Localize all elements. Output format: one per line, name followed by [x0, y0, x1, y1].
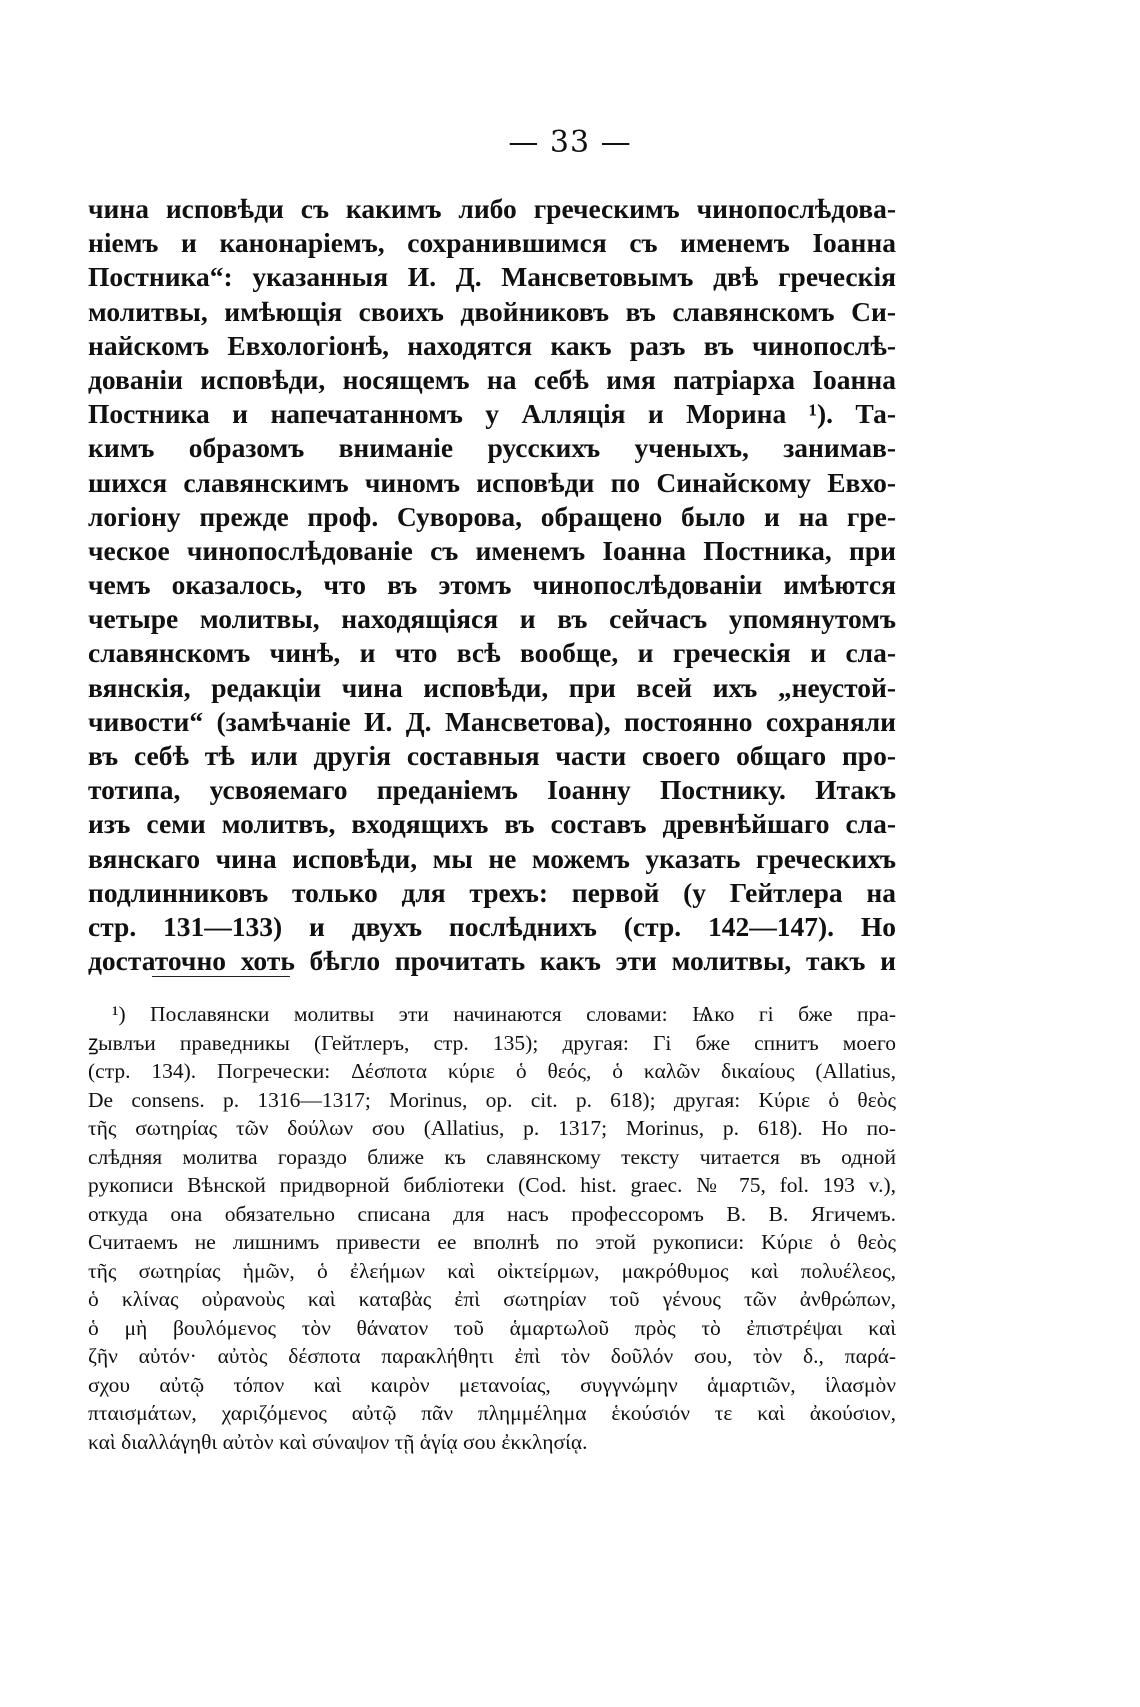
text-line: Постника и напечатанномъ у Алляція и Морина ¹). Та-	[88, 398, 896, 430]
text-line: вянскаго чина исповѣди, мы не можемъ указать греческихъ	[88, 842, 896, 874]
text-line: въ себѣ тѣ или другія составныя части своего общаго про-	[88, 740, 896, 771]
footnote-line: слѣдняя молитва гораздо ближе къ славянскому тексту читается въ одной	[88, 1144, 896, 1169]
text-line: славянскомъ чинѣ, и что всѣ вообще, и греческія и сла-	[88, 637, 896, 669]
text-line: чемъ оказалось, что въ этомъ чинопослѣдованіи имѣются	[88, 569, 896, 601]
footnote-line: Считаемъ не лишнимъ привести ее вполнѣ по этой рукописи: Κύριε ὁ θεὸς	[88, 1230, 896, 1254]
footnote-line: рукописи Вѣнской придворной библіотеки (Cod. hist. graec. № 75, fol. 193 v.),	[88, 1173, 896, 1197]
text-line: ческое чинопослѣдованіе съ именемъ Іоанна Постника, при	[88, 534, 896, 566]
text-line: подлинниковъ только для трехъ: первой (у Гейтлера на	[88, 876, 896, 908]
footnote-line: καὶ διαλλάγηθι αὐτὸν καὶ σύναψον τῇ ἁγίᾳ σου ἐκκλησίᾳ.	[88, 1429, 588, 1454]
text-line: дованіи исповѣди, носящемъ на себѣ имя патріарха Іоанна	[88, 363, 896, 395]
footnote-line: τῆς σωτηρίας τῶν δούλων σου (Allatius, p. 1317; Morinus, p. 618). Но по-	[88, 1116, 896, 1140]
page-number: — 33 —	[508, 125, 632, 160]
text-line: найскомъ Евхологіонѣ, находятся какъ разъ въ чинопослѣ-	[88, 329, 896, 361]
footnote-line: τῆς σωτηρίας ἡμῶν, ὁ ἐλεήμων καὶ οἰκτείρμων, μακρόθυμος καὶ πολυέλεος,	[88, 1258, 896, 1283]
footnote-line: πταισμάτων, χαριζόμενος αὐτῷ πᾶν πλημμέλημα ἑκούσιόν τε καὶ ἀκούσιον,	[88, 1401, 896, 1425]
text-line: ніемъ и канонаріемъ, сохранившимся съ именемъ Іоанна	[88, 227, 896, 259]
text-line: достаточно хоть бѣгло прочитать какъ эти молитвы, такъ и	[88, 945, 896, 977]
text-line: тотипа, усвояемаго преданіемъ Іоанну Постнику. Итакъ	[88, 774, 896, 806]
main-text	[88, 192, 896, 978]
text-line: чивости“ (замѣчаніе И. Д. Мансветова), постоянно сохраняли	[88, 705, 896, 737]
footnote-line: ὁ μὴ βουλόμενος τὸν θάνατον τοῦ ἁμαρτωλοῦ πρὸς τὸ ἐπιστρέψαι καὶ	[88, 1315, 896, 1340]
text-line: изъ семи молитвъ, входящихъ въ составъ древнѣйшаго сла-	[88, 808, 896, 840]
footnote-line: ¹) Пославянски молитвы эти начинаются словами: Ѩко гі бже пра-	[112, 1002, 896, 1026]
text-line: кимъ образомъ вниманіе русскихъ ученыхъ, занимав-	[88, 432, 896, 464]
text-line: чина исповѣди съ какимъ либо греческимъ чинопослѣдова-	[88, 193, 896, 224]
footnote-line: ζῆν αὐτόν· αὐτὸς δέσποτα παρακλήθητι ἐπὶ τὸν δοῦλόν σου, τὸν δ., παρά-	[88, 1344, 896, 1368]
footnote-line: ὁ κλίνας οὐρανοὺς καὶ καταβὰς ἐπὶ σωτηρίαν τοῦ γένους τῶν ἀνθρώπων,	[88, 1287, 896, 1311]
footnote-divider	[152, 976, 290, 977]
text-line: молитвы, имѣющія своихъ двойниковъ въ славянскомъ Си-	[88, 295, 896, 327]
text-line: шихся славянскимъ чиномъ исповѣди по Синайскому Евхо-	[88, 466, 896, 498]
footnote-line: σχου αὐτῷ τόπον καὶ καιρὸν μετανοίας, συγγνώμην ἁμαρτιῶν, ἱλασμὸν	[88, 1372, 896, 1397]
text-line: четыре молитвы, находящіяся и въ сейчасъ упомянутомъ	[88, 603, 896, 635]
text-line: вянскія, редакціи чина исповѣди, при всей ихъ „неустой-	[88, 671, 896, 703]
text-line: логіону прежде проф. Суворова, обращено было и на гре-	[88, 500, 896, 532]
text-line: Постника“: указанныя И. Д. Мансветовымъ двѣ греческія	[88, 261, 896, 293]
footnote-line: (стр. 134). Погречески: Δέσποτα κύριε ὁ θεός, ὁ καλῶν δικαίους (Allatius,	[88, 1059, 896, 1083]
footnote-line: De consens. p. 1316—1317; Morinus, op. cit. p. 618); другая: Κύριε ὁ θεὸς	[88, 1087, 896, 1112]
text-line: стр. 131—133) и двухъ послѣднихъ (стр. 142—147). Но	[88, 910, 896, 942]
footnote	[88, 1000, 896, 1456]
footnote-line: ꙁывлъи праведникы (Гейтлеръ, стр. 135); другая: Гі бже спнитъ моего	[88, 1030, 896, 1055]
footnote-line: откуда она обязательно списана для насъ профессоромъ В. В. Ягичемъ.	[88, 1201, 896, 1226]
